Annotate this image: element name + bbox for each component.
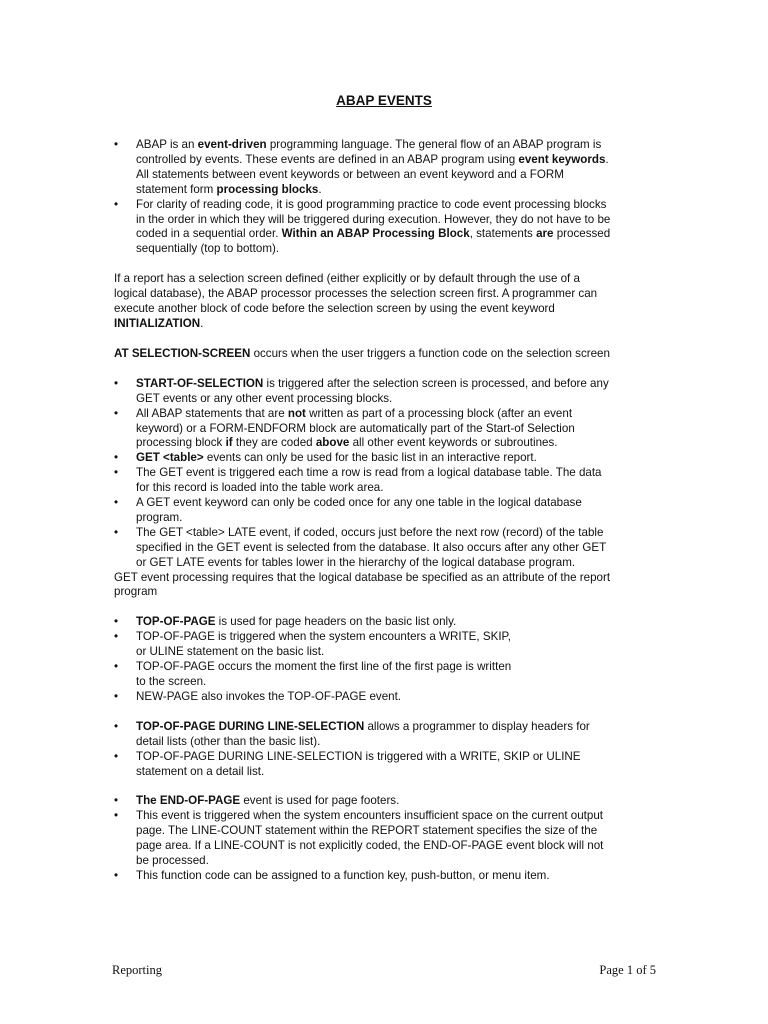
paragraph <box>114 571 659 601</box>
bullet-icon: • <box>114 794 119 808</box>
bullet-icon: • <box>114 630 119 644</box>
text-run: statement form <box>136 182 217 196</box>
emphasis-text: if <box>225 436 233 450</box>
text-run: NEW-PAGE also invokes the TOP-OF-PAGE event. <box>136 689 402 703</box>
emphasis-text: TOP-OF-PAGE DURING LINE-SELECTION <box>136 719 365 733</box>
bullet-item <box>114 615 659 630</box>
bullet-item <box>114 407 659 452</box>
document-title: ABAP EVENTS <box>336 93 432 108</box>
text-run: keyword) or a FORM-ENDFORM block are automatically part of the Start-of Selection <box>136 421 575 435</box>
paragraph-spacer <box>114 779 659 794</box>
bullet-icon: • <box>114 749 119 763</box>
text-run: page area. If a LINE-COUNT is not explicitly coded, the END-OF-PAGE event block will not <box>136 839 604 853</box>
emphasis-text: AT SELECTION-SCREEN <box>114 346 251 360</box>
text-run: ABAP is an <box>136 138 198 151</box>
bullet-item <box>114 720 659 750</box>
text-run: If a report has a selection screen defined (either explicitly or by default through the use of a <box>114 272 580 286</box>
emphasis-text: processing blocks <box>216 182 319 196</box>
bullet-item <box>114 809 659 869</box>
bullet-list <box>114 138 659 257</box>
text-run: for this record is loaded into the table work area. <box>136 481 384 495</box>
text-run: or ULINE statement on the basic list. <box>136 645 325 659</box>
text-run: TOP-OF-PAGE occurs the moment the first line of the first page is written <box>136 660 512 674</box>
text-run: detail lists (other than the basic list). <box>136 734 321 748</box>
emphasis-text: Within an ABAP Processing Block <box>281 227 470 241</box>
emphasis-text: not <box>287 406 306 420</box>
bullet-icon: • <box>114 525 119 539</box>
text-run: programming language. The general flow of an ABAP program is <box>266 138 602 151</box>
text-run: This event is triggered when the system encounters insufficient space on the current output <box>136 809 604 823</box>
emphasis-text: TOP-OF-PAGE <box>136 615 216 629</box>
text-run: All ABAP statements that are <box>136 406 288 420</box>
document-body <box>114 138 659 884</box>
text-run: is triggered after the selection screen is processed, and before any <box>263 376 609 390</box>
emphasis-text: are <box>536 227 554 241</box>
text-run: be processed. <box>136 854 209 868</box>
bullet-icon: • <box>114 496 119 510</box>
text-run: , statements <box>469 227 537 241</box>
bullet-list <box>114 720 659 780</box>
bullet-item <box>114 198 659 258</box>
bullet-item <box>114 466 659 496</box>
text-run: is used for page headers on the basic list only. <box>215 615 457 629</box>
paragraph <box>114 272 659 332</box>
bullet-icon: • <box>114 197 119 211</box>
bullet-item <box>114 496 659 526</box>
text-run: all other event keywords or subroutines. <box>349 436 558 450</box>
emphasis-text: The END-OF-PAGE <box>136 794 241 808</box>
text-run: A GET event keyword can only be coded once for any one table in the logical database <box>136 496 582 510</box>
bullet-item <box>114 138 659 198</box>
text-run: processing block <box>136 436 226 450</box>
text-run: in the order in which they will be triggered during execution. However, they do not have to be <box>136 212 611 226</box>
bullet-icon: • <box>114 719 119 733</box>
text-run: The GET event is triggered each time a row is read from a logical database table. The data <box>136 466 602 480</box>
bullet-item <box>114 451 659 466</box>
text-run: execute another block of code before the selection screen by using the event keyword <box>114 302 555 316</box>
bullet-item <box>114 690 659 705</box>
footer-left: Reporting <box>112 963 162 977</box>
text-run: processed <box>553 227 611 241</box>
bullet-icon: • <box>114 138 119 151</box>
text-run: controlled by events. These events are defined in an ABAP program using <box>136 152 519 166</box>
text-run: logical database), the ABAP processor processes the selection screen first. A programmer can <box>114 287 598 301</box>
bullet-item <box>114 750 659 780</box>
bullet-item <box>114 869 659 884</box>
bullet-item <box>114 794 659 809</box>
emphasis-text: event-driven <box>197 138 267 151</box>
bullet-item <box>114 526 659 571</box>
text-run: occurs when the user triggers a function code on the selection screen <box>250 346 610 360</box>
paragraph-spacer <box>114 705 659 720</box>
text-run: they are coded <box>232 436 316 450</box>
text-run: written as part of a processing block (after an event <box>305 406 573 420</box>
bullet-item <box>114 630 659 660</box>
bullet-icon: • <box>114 615 119 629</box>
text-run: to the screen. <box>136 675 207 688</box>
text-run: statement on a detail list. <box>136 764 265 778</box>
text-run: event is used for page footers. <box>240 794 400 808</box>
text-run: This function code can be assigned to a function key, push-button, or menu item. <box>136 868 550 882</box>
text-run: specified in the GET event is selected from the database. It also occurs after any other GET <box>136 540 607 554</box>
bullet-icon: • <box>114 689 119 703</box>
emphasis-text: START-OF-SELECTION <box>136 376 264 390</box>
bullet-icon: • <box>114 466 119 480</box>
footer-page-number: Page 1 of 5 <box>599 963 656 977</box>
bullet-icon: • <box>114 809 119 823</box>
emphasis-text: INITIALIZATION <box>114 316 201 330</box>
bullet-list <box>114 794 659 883</box>
text-run: or GET LATE events for tables lower in the hierarchy of the logical database program. <box>136 555 576 569</box>
bullet-item <box>114 377 659 407</box>
bullet-icon: • <box>114 868 119 882</box>
paragraph-spacer <box>114 362 659 377</box>
bullet-item <box>114 660 659 690</box>
emphasis-text: event keywords <box>518 152 606 166</box>
text-run: . <box>318 182 322 196</box>
text-run: GET events or any other event processing blocks. <box>136 391 393 405</box>
emphasis-text: above <box>315 436 350 450</box>
text-run: TOP-OF-PAGE DURING LINE-SELECTION is triggered with a WRITE, SKIP or ULINE <box>136 749 581 763</box>
text-run: . <box>605 152 609 166</box>
text-run: program. <box>136 510 183 524</box>
bullet-list <box>114 615 659 704</box>
text-run: All statements between event keywords or between an event keyword and a FORM <box>136 167 564 181</box>
paragraph-spacer <box>114 332 659 347</box>
text-run: events can only be used for the basic list in an interactive report. <box>203 451 537 465</box>
paragraph-spacer <box>114 257 659 272</box>
bullet-icon: • <box>114 406 119 420</box>
bullet-icon: • <box>114 660 119 674</box>
text-run: The GET <table> LATE event, if coded, occurs just before the next row (record) of the table <box>136 525 604 539</box>
text-run: allows a programmer to display headers for <box>364 719 590 733</box>
text-run: . <box>200 316 204 330</box>
text-run: coded in a sequential order. <box>136 227 282 241</box>
text-run: For clarity of reading code, it is good programming practice to code event processing blocks <box>136 197 607 211</box>
paragraph <box>114 347 659 362</box>
text-run: TOP-OF-PAGE is triggered when the system encounters a WRITE, SKIP, <box>136 630 512 644</box>
text-run: GET event processing requires that the logical database be specified as an attribute of the report <box>114 570 611 584</box>
text-run: program <box>114 585 158 599</box>
paragraph-spacer <box>114 600 659 615</box>
bullet-icon: • <box>114 376 119 390</box>
emphasis-text: GET <table> <box>136 451 204 465</box>
text-run: sequentially (top to bottom). <box>136 242 280 256</box>
bullet-list <box>114 377 659 571</box>
text-run: page. The LINE-COUNT statement within the REPORT statement specifies the size of the <box>136 824 598 838</box>
bullet-icon: • <box>114 451 119 465</box>
